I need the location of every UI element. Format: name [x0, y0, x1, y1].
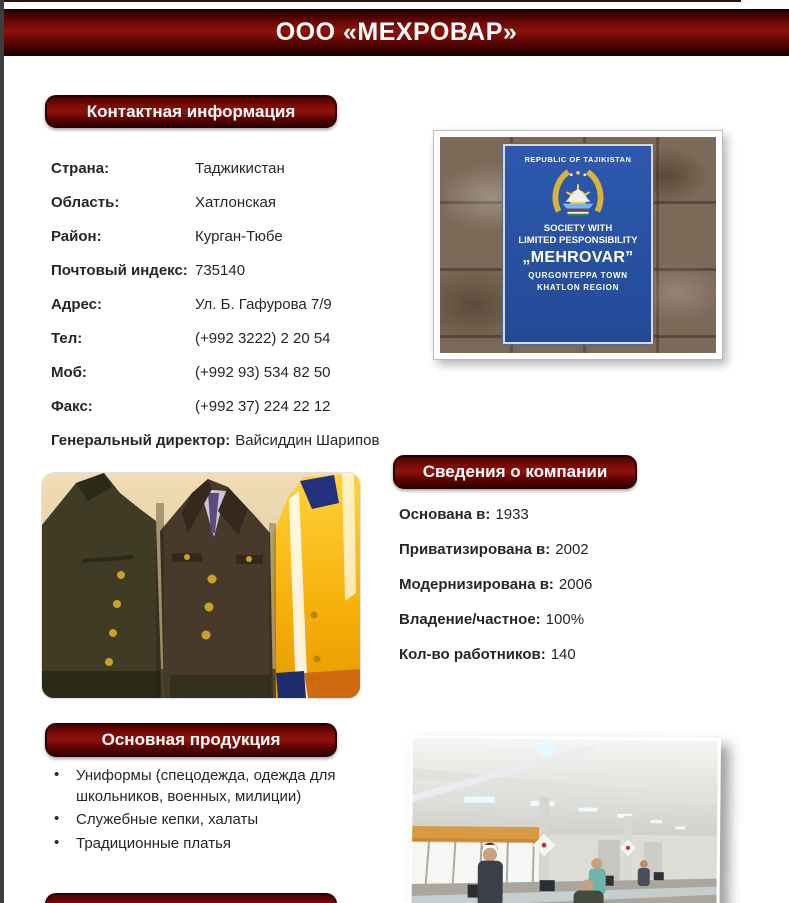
contact-row-region [51, 185, 381, 219]
product-item-text: Традиционные платья [76, 835, 232, 853]
contact-label: Тел: [51, 329, 83, 347]
company-sign-photo-frame [433, 130, 723, 360]
bullet-icon: • [54, 766, 60, 783]
sign-line-region: KHATLON REGION [536, 282, 620, 292]
contact-row-phone [51, 321, 381, 355]
top-border-line [0, 0, 741, 2]
contact-label: Моб: [51, 363, 87, 381]
product-item [50, 766, 355, 807]
contact-value: 735140 [195, 261, 246, 279]
company-section-header-label: Сведения о компании [422, 462, 608, 481]
contact-value: Таджикистан [195, 159, 285, 177]
company-label: Модернизирована в: [399, 576, 554, 593]
contact-row-district [51, 219, 381, 253]
products-list [50, 766, 355, 858]
company-value: 100% [545, 611, 585, 628]
contact-row-mobile [51, 355, 381, 389]
bullet-icon: • [54, 810, 60, 828]
company-sign-board [503, 144, 653, 344]
left-edge-strip [0, 0, 4, 903]
contact-value: (+992 37) 224 22 12 [195, 397, 331, 415]
company-value: 2006 [558, 576, 593, 593]
sign-company-name: „MEHROVAR” [522, 248, 634, 266]
company-sign-photo [440, 137, 716, 353]
product-item-text: Служебные кепки, халаты [76, 811, 259, 829]
contact-label: Страна: [51, 159, 110, 177]
sign-line-town: QURGONTEPPA TOWN [528, 270, 628, 280]
contact-label: Факс: [51, 397, 93, 415]
director-label: Генеральный директор: [51, 431, 231, 449]
contact-value: (+992 93) 534 82 50 [195, 363, 331, 381]
contact-label: Район: [51, 227, 102, 245]
company-label: Кол-во работников: [399, 646, 546, 663]
contact-row-address [51, 287, 381, 321]
company-value: 2002 [555, 541, 589, 558]
contact-table [51, 151, 381, 457]
next-section-header-partial [45, 893, 337, 903]
contact-label: Область: [51, 193, 120, 211]
company-section-header [393, 455, 637, 489]
contact-section-header-label: Контактная информация [86, 101, 296, 121]
sign-line-society: SOCIETY WITH [543, 223, 613, 234]
contact-value: Хатлонская [195, 193, 276, 211]
company-row-privatized [399, 532, 729, 567]
sign-line-republic: REPUBLIC OF TAJIKISTAN [524, 155, 632, 164]
contact-row-fax [51, 389, 381, 423]
company-row-employees [399, 637, 729, 672]
products-section-header [45, 723, 337, 757]
contact-label: Почтовый индекс: [51, 261, 188, 279]
company-row-founded [399, 497, 729, 532]
title-banner [4, 9, 789, 56]
company-label: Приватизирована в: [399, 541, 551, 558]
contact-row-director [51, 423, 381, 457]
sign-line-limited: LIMITED PESPONSIBILITY [518, 235, 638, 247]
page-title: ООО «МЕХРОВАР» [275, 18, 518, 46]
company-row-modernized [399, 567, 729, 602]
contact-label: Адрес: [51, 295, 102, 313]
uniforms-photo [42, 473, 360, 698]
contact-section-header [45, 95, 337, 128]
director-value: Вайсиддин Шарипов [235, 431, 380, 449]
tajikistan-emblem-icon [548, 167, 608, 221]
product-item-text: Униформы (спецодежда, одежда для школьников, военных, милиции) [76, 767, 336, 805]
company-value: 1933 [495, 506, 529, 523]
contact-value: (+992 3222) 2 20 54 [195, 329, 331, 347]
company-table [399, 497, 729, 672]
contact-row-country [51, 151, 381, 185]
company-label: Основана в: [399, 506, 491, 523]
product-item [50, 834, 355, 855]
products-section-header-label: Основная продукция [101, 730, 281, 749]
bullet-icon: • [54, 834, 60, 852]
product-item [50, 810, 355, 831]
contact-value: Курган-Тюбе [195, 227, 283, 245]
factory-photo [408, 735, 721, 903]
contact-value: Ул. Б. Гафурова 7/9 [195, 295, 332, 313]
company-row-ownership [399, 602, 729, 637]
company-label: Владение/частное: [399, 611, 541, 628]
contact-row-postcode [51, 253, 381, 287]
company-value: 140 [550, 646, 576, 663]
